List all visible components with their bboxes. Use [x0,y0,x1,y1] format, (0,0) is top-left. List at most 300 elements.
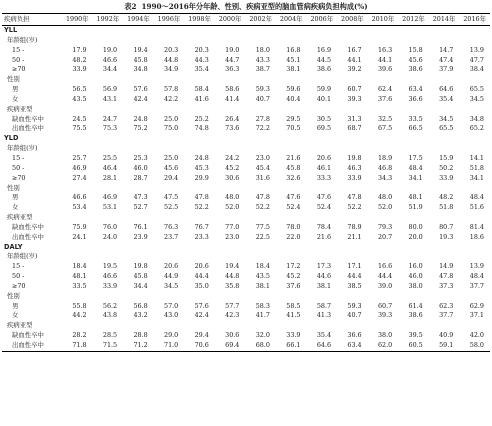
table-cell: 51.9 [408,203,423,212]
empty-cell [123,252,154,262]
table-row [2,164,490,174]
empty-cell [245,36,276,46]
table-cell: 56.8 [133,301,148,310]
empty-cell [429,26,460,36]
table-cell: 46.9 [72,163,87,172]
empty-cell [123,134,154,144]
table-cell: 64.6 [439,85,454,94]
table-cell: 39.2 [347,65,362,74]
empty-cell [307,75,338,85]
empty-cell [215,75,246,85]
table-cell: 57.6 [194,301,209,310]
table-cell: 29.9 [194,173,209,182]
table-cell: 22.5 [255,232,270,241]
table-cell: 33.9 [72,65,87,74]
table-caption [0,2,492,12]
table-cell: 60.5 [408,341,423,349]
table-cell: 33.9 [347,173,362,182]
empty-cell [276,105,307,115]
table-cell: 16.7 [347,45,362,54]
table-cell: 57.6 [133,85,148,94]
table-cell: 20.0 [408,232,423,241]
row-label: 女 [12,203,19,212]
table-cell: 65.5 [439,124,454,133]
table-cell: 33.5 [72,281,87,290]
table-cell: 24.0 [102,232,118,241]
table-cell: 24.2 [225,153,240,162]
table-cell: 45.8 [286,163,301,172]
table-cell: 47.5 [164,193,179,202]
table-cell: 66.1 [286,341,301,349]
empty-cell [459,36,490,46]
table-cell: 71.0 [164,341,179,349]
empty-cell [93,321,124,331]
table-cell: 71.8 [72,341,87,349]
table-cell: 15.9 [439,153,454,162]
table-cell: 50.2 [439,163,454,172]
empty-cell [429,252,460,262]
empty-cell [184,184,215,194]
table-cell: 71.2 [133,341,148,349]
empty-cell [276,213,307,223]
table-cell: 25.7 [72,153,87,162]
empty-cell [184,292,215,302]
empty-cell [215,105,246,115]
table-cell: 51.8 [469,163,484,172]
row-label: 出血性卒中 [12,232,44,241]
empty-cell [154,144,185,154]
empty-cell [398,134,429,144]
empty-cell [215,213,246,223]
empty-cell [276,134,307,144]
empty-cell [93,134,124,144]
table-cell: 42.4 [194,311,209,320]
table-row [2,331,490,341]
table-cell: 46.9 [102,193,118,202]
table-row [2,341,490,351]
table-cell: 43.5 [255,272,270,281]
table-cell: 48.0 [225,193,240,202]
table-cell: 59.3 [255,85,270,94]
table-cell: 67.5 [377,124,393,133]
table-cell: 28.1 [102,173,118,182]
table-cell: 25.3 [133,153,148,162]
table-cell: 71.5 [102,341,118,349]
empty-cell [429,105,460,115]
empty-cell [307,36,338,46]
table-cell: 37.7 [439,311,454,320]
table-cell: 31.3 [347,114,362,123]
empty-cell [62,243,93,253]
empty-cell [62,105,93,115]
empty-cell [276,75,307,85]
table-cell: 48.2 [439,193,454,202]
empty-cell [337,75,368,85]
empty-cell [368,26,399,36]
row-label: 缺血性卒中 [12,114,44,123]
table-cell: 43.1 [102,94,118,103]
table-cell: 37.7 [469,281,484,290]
table-cell: 57.0 [164,301,179,310]
empty-cell [459,292,490,302]
table-cell: 56.5 [72,85,87,94]
table-cell: 17.2 [286,262,301,271]
table-cell: 19.0 [102,45,118,54]
group-label: 年龄组(岁) [7,144,38,153]
empty-cell [184,213,215,223]
table-cell: 47.7 [469,55,484,64]
header-year: 2000年 [218,15,242,23]
empty-cell [215,321,246,331]
table-cell: 53.1 [102,203,118,212]
empty-cell [398,36,429,46]
table-cell: 56.2 [102,301,118,310]
table-cell: 68.7 [347,124,362,133]
table-cell: 37.6 [377,94,393,103]
table-cell: 42.2 [164,94,179,103]
empty-cell [245,26,276,36]
empty-cell [245,184,276,194]
empty-cell [123,26,154,36]
table-cell: 75.2 [133,124,148,133]
table-cell: 28.7 [133,173,148,182]
table-cell: 20.7 [377,232,393,241]
header-year: 1998年 [188,15,211,23]
table-cell: 44.8 [164,55,179,64]
disease-burden-table [2,13,490,352]
empty-cell [337,134,368,144]
empty-cell [62,184,93,194]
table-cell: 58.0 [469,341,484,349]
table-cell: 63.4 [347,341,362,349]
table-row [2,46,490,56]
empty-cell [337,105,368,115]
empty-cell [368,134,399,144]
table-cell: 52.0 [225,203,240,212]
table-cell: 44.9 [164,272,179,281]
table-cell: 33.3 [316,173,332,182]
empty-cell [245,213,276,223]
empty-cell [429,134,460,144]
table-cell: 48.4 [469,193,484,202]
table-cell: 24.5 [72,114,87,123]
row-label: 男 [12,193,19,202]
table-title: 1990～2016年分年龄、性别、疾病亚型的脑血管病疾病负担构成(%) [141,2,368,11]
header-year: 2014年 [432,15,456,23]
table-cell: 32.0 [255,331,270,340]
empty-cell [62,144,93,154]
table-cell: 52.7 [133,203,148,212]
empty-cell [429,184,460,194]
table-cell: 66.5 [408,124,423,133]
table-cell: 29.4 [164,173,179,182]
empty-cell [93,184,124,194]
empty-cell [398,321,429,331]
table-cell: 16.8 [286,45,301,54]
group-label: 性别 [7,75,20,84]
empty-cell [398,75,429,85]
table-cell: 44.4 [377,272,393,281]
table-cell: 44.1 [377,55,393,64]
table-cell: 27.8 [255,114,270,123]
table-cell: 79.3 [377,222,393,231]
table-cell: 14.7 [439,45,454,54]
empty-cell [245,243,276,253]
table-cell: 47.4 [439,55,454,64]
empty-cell [93,75,124,85]
empty-cell [154,75,185,85]
metric-label: YLL [4,26,18,34]
table-cell: 47.3 [133,193,148,202]
table-cell: 37.1 [469,311,484,320]
row-label: 出血性卒中 [12,341,44,349]
table-cell: 76.0 [102,222,118,231]
empty-cell [429,321,460,331]
table-cell: 75.5 [72,124,87,133]
table-cell: 70.5 [286,124,301,133]
empty-cell [398,243,429,253]
table-cell: 81.4 [469,222,484,231]
group-row [2,75,490,85]
table-cell: 38.0 [377,331,393,340]
empty-cell [368,252,399,262]
header-year: 2002年 [249,15,272,23]
row-label: 女 [12,311,19,320]
table-cell: 23.0 [225,232,240,241]
table-cell: 45.4 [255,163,270,172]
table-cell: 33.5 [408,114,423,123]
table-cell: 75.0 [164,124,179,133]
table-cell: 37.9 [439,65,454,74]
empty-cell [184,36,215,46]
table-cell: 41.3 [316,311,332,320]
table-cell: 48.4 [408,163,423,172]
table-cell: 38.0 [408,281,423,290]
row-label: 15 - [12,153,25,162]
empty-cell [368,292,399,302]
table-cell: 34.5 [164,281,179,290]
empty-cell [62,252,93,262]
empty-cell [215,134,246,144]
table-row [2,193,490,203]
table-cell: 38.6 [408,65,423,74]
table-cell: 25.0 [164,153,179,162]
empty-cell [184,134,215,144]
empty-cell [459,252,490,262]
table-cell: 45.8 [133,55,148,64]
table-cell: 58.5 [286,301,301,310]
row-label: 15 - [12,45,25,54]
empty-cell [398,184,429,194]
table-cell: 70.6 [194,341,209,349]
table-cell: 21.6 [316,232,332,241]
table-cell: 42.0 [469,331,484,340]
empty-cell [368,184,399,194]
table-cell: 62.9 [469,301,484,310]
metric-label: DALY [4,242,23,251]
table-cell: 29.5 [286,114,301,123]
table-cell: 45.2 [286,272,301,281]
empty-cell [184,144,215,154]
table-cell: 34.5 [469,94,484,103]
empty-cell [337,292,368,302]
table-cell: 48.2 [72,55,87,64]
table-cell: 33.9 [102,281,118,290]
table-cell: 40.7 [255,94,270,103]
table-cell: 19.0 [225,45,240,54]
table-row [2,56,490,66]
empty-cell [337,213,368,223]
table-cell: 37.6 [286,281,301,290]
table-cell: 29.0 [164,331,179,340]
table-cell: 38.5 [347,281,362,290]
row-label: 缺血性卒中 [12,331,44,340]
table-row [2,262,490,272]
table-cell: 30.5 [316,114,332,123]
empty-cell [459,26,490,36]
empty-cell [154,252,185,262]
table-cell: 36.6 [347,331,362,340]
table-cell: 34.1 [408,173,423,182]
table-cell: 19.5 [102,262,118,271]
table-cell: 47.8 [439,272,454,281]
empty-cell [154,321,185,331]
table-row [2,311,490,321]
table-cell: 72.2 [255,124,270,133]
row-label: 50 - [12,55,25,64]
empty-cell [307,213,338,223]
table-cell: 65.2 [469,124,484,133]
table-cell: 38.7 [255,65,270,74]
table-cell: 27.4 [72,173,87,182]
table-cell: 58.7 [316,301,332,310]
table-cell: 45.6 [164,163,179,172]
table-cell: 45.8 [133,272,148,281]
table-cell: 19.8 [133,262,148,271]
table-cell: 17.9 [72,45,87,54]
table-cell: 48.4 [469,272,484,281]
table-cell: 18.0 [255,45,270,54]
table-cell: 44.1 [347,55,362,64]
row-label: 15 - [12,262,25,271]
table-cell: 46.6 [72,193,87,202]
table-cell: 47.6 [286,193,301,202]
table-cell: 48.1 [408,193,423,202]
empty-cell [62,321,93,331]
table-cell: 35.4 [439,94,454,103]
table-cell: 80.7 [439,222,454,231]
table-cell: 18.4 [255,262,270,271]
empty-cell [184,252,215,262]
table-cell: 47.6 [316,193,332,202]
table-cell: 28.5 [102,331,118,340]
empty-cell [398,252,429,262]
empty-cell [245,144,276,154]
table-cell: 51.6 [469,203,484,212]
header-year: 2008年 [341,15,364,23]
empty-cell [368,144,399,154]
table-cell: 44.4 [347,272,362,281]
table-cell: 77.0 [225,222,240,231]
header-year: 2016年 [463,15,486,23]
table-cell: 17.3 [316,262,332,271]
empty-cell [337,36,368,46]
empty-cell [398,26,429,36]
empty-cell [398,144,429,154]
table-cell: 31.6 [255,173,270,182]
table-cell: 35.8 [225,281,240,290]
table-cell: 68.0 [255,341,270,349]
table-cell: 38.1 [255,281,270,290]
empty-cell [459,75,490,85]
empty-cell [368,213,399,223]
table-cell: 38.6 [316,65,332,74]
table-cell: 58.4 [194,85,209,94]
empty-cell [337,144,368,154]
header-year: 1996年 [157,15,181,23]
table-cell: 63.4 [408,85,423,94]
table-cell: 35.4 [316,331,332,340]
table-cell: 30.6 [225,173,240,182]
table-cell: 14.1 [469,153,484,162]
table-row [2,272,490,282]
table-body [2,26,490,352]
table-cell: 52.2 [347,203,362,212]
table-cell: 46.6 [102,272,118,281]
table-cell: 43.0 [164,311,179,320]
table-cell: 14.9 [439,262,454,271]
empty-cell [276,184,307,194]
table-row [2,85,490,95]
group-row [2,213,490,223]
table-cell: 76.1 [133,222,148,231]
table-cell: 53.4 [72,203,87,212]
table-cell: 52.5 [164,203,179,212]
table-cell: 45.1 [286,55,301,64]
group-row [2,184,490,194]
table-header-row [2,14,490,26]
table-cell: 30.6 [225,331,240,340]
table-cell: 45.2 [225,163,240,172]
header-year: 2006年 [310,15,334,23]
empty-cell [184,105,215,115]
table-cell: 17.1 [347,262,362,271]
empty-cell [368,243,399,253]
table-cell: 61.4 [408,301,423,310]
table-cell: 19.8 [347,153,362,162]
group-row [2,252,490,262]
table-cell: 46.3 [347,163,362,172]
empty-cell [459,144,490,154]
table-cell: 46.0 [408,272,423,281]
table-cell: 38.1 [316,281,332,290]
empty-cell [215,292,246,302]
table-cell: 19.3 [439,232,454,241]
empty-cell [93,292,124,302]
empty-cell [245,321,276,331]
table-cell: 38.1 [286,65,301,74]
empty-cell [154,26,185,36]
row-label: 50 - [12,272,25,281]
empty-cell [245,134,276,144]
table-cell: 21.6 [286,153,301,162]
table-cell: 47.8 [255,193,270,202]
table-cell: 44.5 [316,55,332,64]
table-cell: 25.2 [194,114,209,123]
table-cell: 44.6 [316,272,332,281]
header-label: 疾病负担 [4,15,30,23]
empty-cell [93,144,124,154]
